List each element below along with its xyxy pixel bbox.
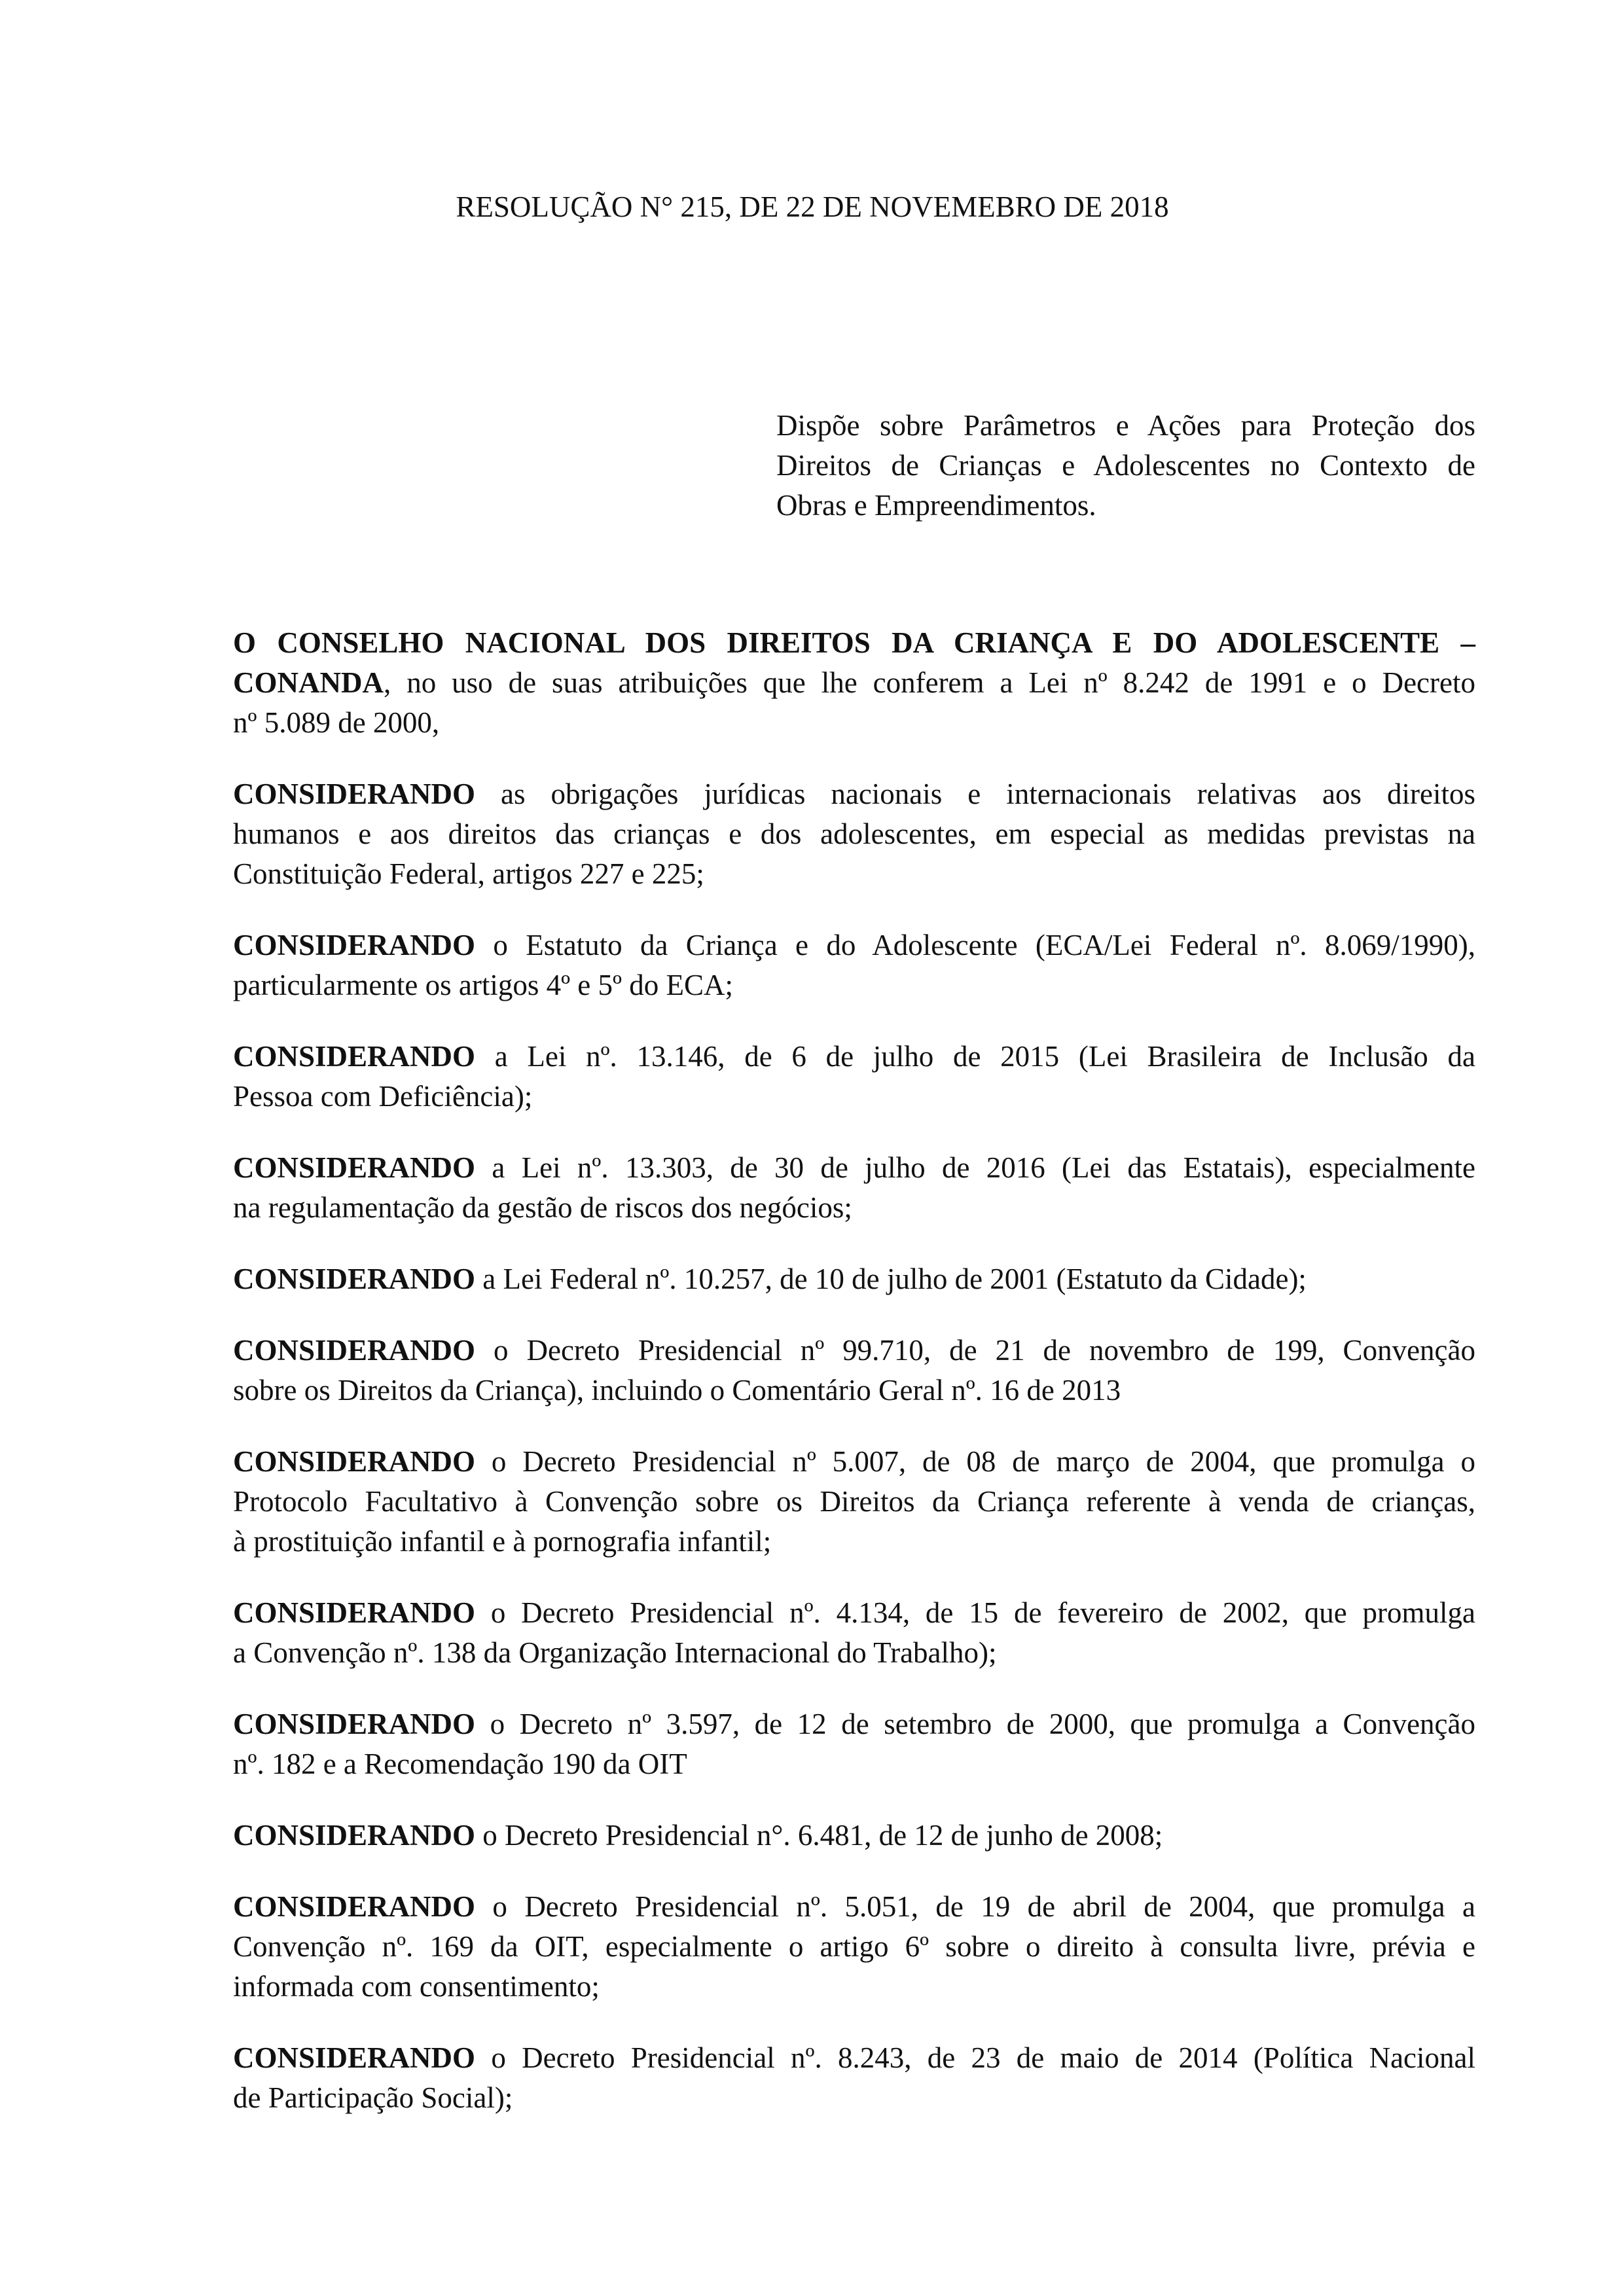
considerando-line: Pessoa com Deficiência); (233, 1080, 533, 1113)
considerando-text: o Estatuto da Criança e do Adolescente (ECA/Lei Federal nº. 8.069/1990), (475, 929, 1475, 961)
considerando-label: CONSIDERANDO (233, 1263, 476, 1295)
considerando-paragraph (233, 1704, 1475, 1784)
considerando-paragraph (233, 774, 1475, 894)
considerando-label: CONSIDERANDO (233, 1040, 476, 1073)
considerando-label: CONSIDERANDO (233, 1890, 476, 1923)
considerando-line: na regulamentação da gestão de riscos dos negócios; (233, 1191, 852, 1224)
preamble-paragraph (233, 623, 1475, 743)
ementa (776, 406, 1475, 526)
page-title: RESOLUÇÃO N° 215, DE 22 DE NOVEMEBRO DE 2018 (456, 190, 1169, 223)
preamble-bold: O CONSELHO NACIONAL DOS DIREITOS DA CRIANÇA E DO ADOLESCENTE – (233, 626, 1475, 659)
considerando-line (233, 1037, 1475, 1077)
considerando-line (233, 1816, 1475, 1856)
considerando-line (233, 925, 1475, 965)
considerando-label: CONSIDERANDO (233, 1596, 476, 1629)
considerando-paragraph (233, 1148, 1475, 1228)
considerando-line: particularmente os artigos 4º e 5º do ECA; (233, 969, 733, 1001)
considerando-line (233, 1593, 1475, 1633)
considerando-paragraph (233, 1442, 1475, 1562)
considerando-label: CONSIDERANDO (233, 1445, 476, 1478)
considerando-paragraph (233, 1816, 1475, 1856)
ementa-line: Dispõe sobre Parâmetros e Ações para Proteção dos (776, 409, 1475, 442)
considerando-line: à prostituição infantil e à pornografia infantil; (233, 1525, 772, 1558)
considerando-text: a Lei nº. 13.146, de 6 de julho de 2015 (Lei Brasileira de Inclusão da (475, 1040, 1475, 1073)
considerando-line: sobre os Direitos da Criança), incluindo o Comentário Geral nº. 16 de 2013 (233, 1374, 1121, 1407)
considerando-line: Protocolo Facultativo à Convenção sobre os Direitos da Criança referente à venda de crianças, (233, 1485, 1475, 1518)
considerando-line (233, 1442, 1475, 1482)
considerando-paragraph (233, 1037, 1475, 1117)
considerando-line: de Participação Social); (233, 2081, 513, 2114)
considerando-label: CONSIDERANDO (233, 929, 476, 961)
document-body (233, 623, 1475, 2149)
considerando-line: informada com consentimento; (233, 1970, 600, 2003)
preamble-line (233, 663, 1475, 703)
considerando-text: o Decreto Presidencial nº. 4.134, de 15 de fevereiro de 2002, que promulga (475, 1596, 1475, 1629)
considerando-line: Constituição Federal, artigos 227 e 225; (233, 857, 704, 890)
considerando-paragraph (233, 1259, 1475, 1299)
preamble-bold: CONANDA (233, 666, 384, 699)
considerando-paragraph (233, 1331, 1475, 1410)
considerando-paragraph (233, 1887, 1475, 2007)
considerando-paragraph (233, 1593, 1475, 1673)
considerando-label: CONSIDERANDO (233, 1819, 476, 1852)
considerando-text: o Decreto Presidencial nº 5.007, de 08 de março de 2004, que promulga o (475, 1445, 1475, 1478)
considerando-line (233, 1259, 1475, 1299)
considerando-line (233, 774, 1475, 814)
considerando-label: CONSIDERANDO (233, 1151, 476, 1184)
considerando-line: a Convenção nº. 138 da Organização Internacional do Trabalho); (233, 1636, 997, 1669)
considerando-paragraph (233, 925, 1475, 1005)
considerando-line (233, 1887, 1475, 1927)
considerando-text: as obrigações jurídicas nacionais e internacionais relativas aos direitos (475, 778, 1475, 810)
considerando-text: o Decreto Presidencial nº. 5.051, de 19 de abril de 2004, que promulga a (475, 1890, 1475, 1923)
considerando-text: o Decreto Presidencial nº 99.710, de 21 de novembro de 199, Convenção (475, 1334, 1475, 1367)
considerandos-list (233, 774, 1475, 2118)
considerando-line (233, 2038, 1475, 2078)
ementa-line: Direitos de Crianças e Adolescentes no Contexto de (776, 449, 1475, 482)
considerando-line (233, 1704, 1475, 1744)
preamble-line: nº 5.089 de 2000, (233, 706, 440, 739)
considerando-text: a Lei nº. 13.303, de 30 de julho de 2016 (Lei das Estatais), especialmente (475, 1151, 1475, 1184)
considerando-label: CONSIDERANDO (233, 778, 476, 810)
considerando-line: humanos e aos direitos das crianças e dos adolescentes, em especial as medidas previstas na (233, 817, 1475, 850)
considerando-text: o Decreto Presidencial n°. 6.481, de 12 de junho de 2008; (475, 1819, 1163, 1852)
preamble-line (233, 623, 1475, 663)
considerando-line: Convenção nº. 169 da OIT, especialmente o artigo 6º sobre o direito à consulta livre, prévia e (233, 1930, 1475, 1963)
considerando-paragraph (233, 2038, 1475, 2118)
considerando-line (233, 1148, 1475, 1188)
considerando-text: o Decreto nº 3.597, de 12 de setembro de 2000, que promulga a Convenção (475, 1708, 1475, 1740)
considerando-label: CONSIDERANDO (233, 1334, 476, 1367)
considerando-text: a Lei Federal nº. 10.257, de 10 de julho de 2001 (Estatuto da Cidade); (475, 1263, 1307, 1295)
considerando-text: o Decreto Presidencial nº. 8.243, de 23 de maio de 2014 (Política Nacional (475, 2041, 1475, 2074)
ementa-line: Obras e Empreendimentos. (776, 489, 1096, 522)
preamble-text: , no uso de suas atribuições que lhe conferem a Lei nº 8.242 de 1991 e o Decreto (384, 666, 1475, 699)
considerando-line (233, 1331, 1475, 1371)
considerando-label: CONSIDERANDO (233, 2041, 476, 2074)
considerando-line: nº. 182 e a Recomendação 190 da OIT (233, 1748, 687, 1780)
considerando-label: CONSIDERANDO (233, 1708, 476, 1740)
